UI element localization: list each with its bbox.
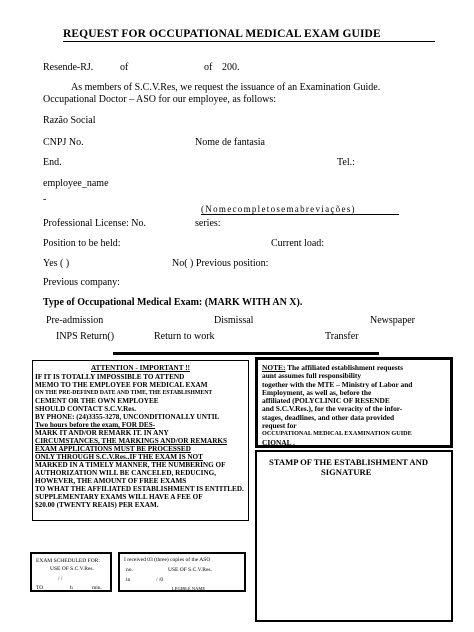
transfer-option: Transfer [325,331,359,342]
stamp-box [255,450,453,622]
attention-line: ONLY THROUGH S.C.V.Res..IF THE EXAM IS NOT [35,453,203,461]
page-title: REQUEST FOR OCCUPATIONAL MEDICAL EXAM GUIDE [63,28,381,40]
attention-line: SUPPLEMENTARY EXAMS WILL HAVE A FEE OF [35,493,203,501]
received-sub: USE OF S.C.V.Res. [168,567,212,573]
received-date: / /0 [156,577,164,583]
note-line: affiliated (POLYCLINIC OF RESENDE [262,396,390,406]
attention-line: TO WHAT THE AFFILIATED ESTABLISHMENT IS ENTITLED. [35,485,244,493]
received-in: in [126,577,131,583]
cnpj-label: CNPJ No. [43,137,84,148]
attention-line: ON THE PRE-DEFINED DATE AND TIME, THE ESTABLISHMENT [35,390,213,396]
exam-type-heading: Type of Occupational Medical Exam: (MARK WITH AN X). [43,297,303,308]
of-label-1: of [120,62,129,73]
stamp-label-2: SIGNATURE [321,467,372,477]
newspaper-option: Newspaper [370,315,415,326]
employee-name-label: employee_name [43,178,109,189]
attention-line: CEMENT OR THE OWN EMPLOYEE [35,397,159,405]
exam-scheduled-to: TO [36,585,44,591]
title-underline [63,41,435,42]
attention-line: MARKED IN A TIMELY MANNER, THE NUMBERING OF [35,461,226,469]
current-load-label: Current load: [271,238,325,249]
exam-scheduled-label: EXAM SCHEDULED FOR: [36,558,100,564]
no-previous-position-label: No( ) Previous position: [172,258,269,269]
inps-return-option: INPS Return() [56,331,115,342]
year-label: 200. [222,62,240,73]
attention-line: CIRCUMSTANCES, THE MARKINGS AND/OR REMARKS [35,437,228,445]
note-line: CIONAL . [262,437,295,447]
note-line: OCCUPATIONAL MEDICAL EXAMINATION GUIDE [262,430,412,438]
exam-scheduled-box [30,552,112,592]
exam-scheduled-hour: h [70,585,73,591]
attention-line: AUTHORIZATION WILL BE CANCELED, REDUCING, [35,469,217,477]
note-content [262,364,445,447]
professional-license-label: Professional License: No. [43,218,147,229]
note-label: NOTE: [262,363,286,372]
note-line: together with the MTE – Ministry of Labor and [262,379,413,389]
attention-line: IF IT IS TOTALLY IMPOSSIBLE TO ATTEND [35,373,185,381]
name-hint-underline [201,214,399,215]
series-label: series: [195,218,221,229]
previous-company-label: Previous company: [43,277,120,288]
received-legible: LEGIBLE NAME [172,586,206,591]
attention-line: SHOULD CONTACT S.C.V.Res. [35,405,137,413]
note-line: aunt assumes full responsibility [262,371,362,381]
attention-line: HOWEVER, THE AMOUNT OF FREE EXAMS [35,477,187,485]
address-label: End. [43,157,62,168]
attention-line: EXAM APPLICATIONS MUST BE PROCESSED [35,445,191,453]
attention-line: MEMO TO THE EMPLOYEE FOR MEDICAL EXAM [35,381,208,389]
place-label: Resende-RJ. [43,62,94,73]
attention-box [32,360,249,521]
yes-option: Yes ( ) [43,258,70,269]
dismissal-option: Dismissal [214,315,254,326]
nome-fantasia-label: Nome de fantasia [195,137,265,148]
received-line-1: I received 03 (three) copies of the ASO [124,557,211,563]
received-no: no. [126,567,133,573]
attention-line: $20.00 (TWENTY REAIS) PER EXAM. [35,501,159,509]
section-divider [113,352,379,355]
stamp-label-1: STAMP OF THE ESTABLISHMENT AND [269,457,429,467]
attention-line: MARK IT AND/OR REMARK IT. IN ANY [35,429,169,437]
return-to-work-option: Return to work [154,331,215,342]
attention-title: ATTENTION - IMPORTANT !! [91,364,190,372]
intro-line-1: As members of S.C.V.Res, we request the issuance of an Examination Guide. [71,82,381,93]
note-box [255,357,453,448]
dash-mark: - [43,194,47,205]
intro-line-2: Occupational Doctor – ASO for our employee, as follows: [43,94,277,105]
exam-scheduled-date: / / [58,576,63,582]
attention-line: Two hours before the exam, FOR DES- [35,421,156,429]
note-line: stages, deadlines, and other data provided [262,412,395,422]
full-name-hint: (Nomecompletosemabreviações) [201,204,356,214]
exam-scheduled-minute: min. [92,585,102,591]
pre-admission-option: Pre-admission [46,315,104,326]
phone-label: Tel.: [337,157,355,168]
position-held-label: Position to be held: [43,238,121,249]
exam-scheduled-sub: USE OF S.C.V.Res. [50,566,94,572]
of-label-2: of [204,62,213,73]
note-line: Employment, as well as, before the [262,387,372,397]
note-line: request for [262,421,297,431]
attention-line: BY PHONE: (24)3355-3278, UNCONDITIONALLY UNTIL [35,413,220,421]
note-line: and S.C.V.Res.), for the veracity of the infor- [262,404,403,414]
note-line: The affiliated establishment requests [287,363,403,372]
razao-social-label: Razão Social [43,115,96,126]
received-box [118,552,246,592]
